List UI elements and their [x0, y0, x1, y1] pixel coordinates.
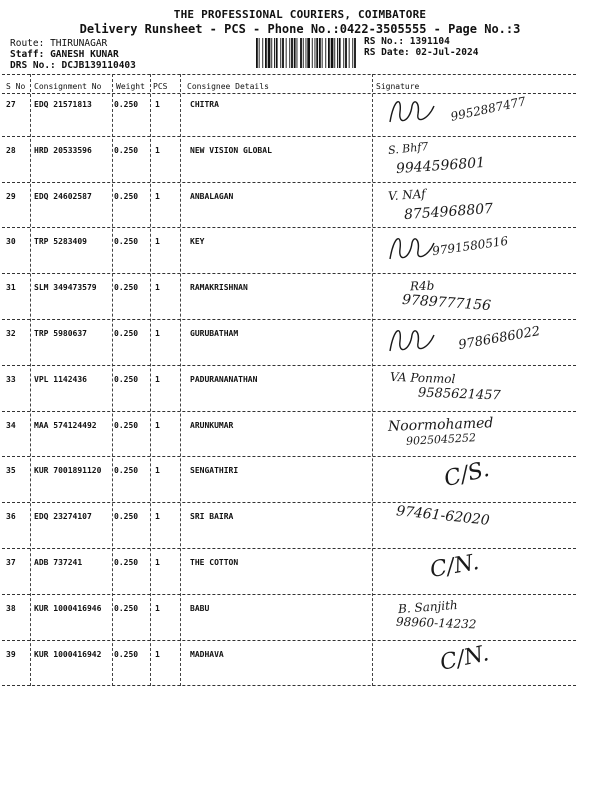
- row-separator: [2, 685, 576, 686]
- row-pcs: 1: [155, 603, 160, 613]
- signature-scribble: [384, 229, 444, 269]
- row-weight: 0.250: [114, 329, 139, 338]
- row-pcs: 1: [155, 100, 160, 109]
- signature-name: C/N.: [437, 640, 492, 676]
- route-line: [10, 38, 107, 49]
- row-weight: 0.250: [114, 603, 139, 613]
- barcode-bar: [303, 38, 304, 68]
- barcode-bar: [306, 38, 307, 68]
- row-consignee: SENGATHIRI: [190, 466, 239, 476]
- barcode-bar: [328, 38, 330, 68]
- barcode-bar: [289, 38, 290, 68]
- row-sno: 39: [6, 649, 16, 659]
- row-consignee: ANBALAGAN: [190, 191, 234, 201]
- row-consignee: CHITRA: [190, 100, 219, 109]
- signature-phone: 9025045252: [405, 430, 477, 448]
- row-pcs: 1: [155, 283, 160, 293]
- row-separator: [2, 319, 576, 320]
- barcode-bar: [322, 38, 323, 68]
- row-weight: 0.250: [114, 237, 139, 247]
- barcode-bar: [297, 38, 298, 68]
- row-pcs: 1: [155, 420, 160, 430]
- barcode-bar: [316, 38, 318, 68]
- column-header-consignment: Consignment No: [34, 82, 102, 91]
- row-sno: 27: [6, 100, 16, 109]
- barcode-bar: [286, 38, 287, 68]
- header-bottom-rule: [2, 93, 576, 94]
- row-weight: 0.250: [114, 420, 139, 430]
- barcode-bar: [307, 38, 310, 68]
- row-separator: [2, 548, 576, 549]
- row-sno: 34: [6, 420, 16, 430]
- row-consignee: ARUNKUMAR: [190, 420, 234, 430]
- barcode-image: [256, 38, 356, 68]
- row-pcs: 1: [155, 237, 160, 247]
- signature-phone: 9786686022: [457, 323, 542, 354]
- row-weight: 0.250: [114, 145, 139, 155]
- row-separator: [2, 227, 576, 228]
- signature-phone: 98960-14232: [395, 614, 477, 632]
- row-pcs: 1: [155, 466, 160, 476]
- signature-scribble: [384, 321, 444, 361]
- rs-date-value: 02-Jul-2024: [415, 47, 479, 58]
- barcode-bar: [256, 38, 258, 68]
- barcode-bar: [325, 38, 326, 68]
- row-consignee: SRI BAIRA: [190, 512, 234, 522]
- signature-name: 97461-62020: [395, 503, 491, 530]
- barcode-bar: [268, 38, 271, 68]
- company-title: THE PROFESSIONAL COURIERS, COIMBATORE: [173, 8, 427, 21]
- signature-phone: 9585621457: [417, 385, 501, 404]
- row-sno: 30: [6, 237, 16, 247]
- barcode-bar: [312, 38, 313, 68]
- staff-value: GANESH KUNAR: [50, 49, 119, 60]
- row-separator: [2, 182, 576, 183]
- signature-name: R4b: [409, 278, 435, 294]
- barcode-bar: [331, 38, 334, 68]
- table-top-rule: [2, 74, 576, 75]
- row-pcs: 1: [155, 145, 160, 155]
- barcode-bar: [354, 38, 356, 68]
- row-sno: 29: [6, 191, 16, 201]
- barcode-bar: [262, 38, 263, 68]
- row-weight: 0.250: [114, 649, 139, 659]
- rs-no-line: [364, 36, 450, 47]
- row-sno: 35: [6, 466, 16, 476]
- row-sno: 33: [6, 374, 16, 384]
- row-separator: [2, 456, 576, 457]
- row-weight: 0.250: [114, 558, 139, 567]
- row-consignment-no: SLM 349473579: [34, 283, 97, 293]
- route-label: Route:: [10, 38, 45, 49]
- barcode-bar: [300, 38, 302, 68]
- rs-date-line: [364, 47, 478, 58]
- row-sno: 28: [6, 145, 16, 155]
- runsheet-title: Delivery Runsheet - PCS - Phone No.:0422-3505555 - Page No.:3: [79, 22, 521, 36]
- row-pcs: 1: [155, 512, 160, 522]
- signature-phone: 9952887477: [449, 94, 527, 124]
- barcode-bar: [345, 38, 347, 68]
- row-pcs: 1: [155, 191, 160, 201]
- row-consignee: MADHAVA: [190, 649, 224, 659]
- barcode-bar: [337, 38, 338, 68]
- row-pcs: 1: [155, 329, 160, 338]
- row-weight: 0.250: [114, 466, 139, 476]
- row-separator: [2, 365, 576, 366]
- barcode-bar: [276, 38, 278, 68]
- barcode-bar: [339, 38, 341, 68]
- row-consignee: RAMAKRISHNAN: [190, 283, 248, 293]
- row-consignment-no: VPL 1142436: [34, 374, 87, 384]
- barcode-bar: [334, 38, 335, 68]
- barcode-bar: [319, 38, 321, 68]
- row-consignee: THE COTTON: [190, 558, 239, 567]
- signature-phone: 8754968807: [403, 200, 494, 223]
- drs-value: DCJB139110403: [61, 60, 136, 71]
- row-consignment-no: EDQ 24602587: [34, 191, 92, 201]
- row-sno: 37: [6, 558, 16, 567]
- rs-no-label: RS No.:: [364, 36, 405, 47]
- rs-no-value: 1391104: [409, 36, 450, 47]
- signature-phone: 9789777156: [401, 292, 492, 315]
- staff-line: [10, 49, 119, 60]
- row-separator: [2, 411, 576, 412]
- row-consignment-no: KUR 1000416946: [34, 603, 102, 613]
- row-consignment-no: EDQ 21571813: [34, 100, 92, 109]
- row-consignee: GURUBATHAM: [190, 329, 239, 338]
- row-consignment-no: KUR 7001891120: [34, 466, 102, 476]
- barcode-bar: [259, 38, 260, 68]
- signature-scribble: [384, 92, 444, 132]
- row-pcs: 1: [155, 374, 160, 384]
- row-separator: [2, 594, 576, 595]
- row-sno: 31: [6, 283, 16, 293]
- column-header-weight: Weight: [116, 82, 145, 91]
- barcode-bar: [352, 38, 353, 68]
- row-weight: 0.250: [114, 191, 139, 201]
- column-header-sno: S No: [6, 82, 26, 91]
- signature-name: VA Ponmol: [389, 369, 456, 386]
- row-consignee: NEW VISION GLOBAL: [190, 145, 272, 155]
- row-separator: [2, 502, 576, 503]
- drs-label: DRS No.:: [10, 60, 56, 71]
- row-weight: 0.250: [114, 100, 139, 109]
- barcode-bar: [291, 38, 293, 68]
- signature-name: C/N.: [428, 549, 481, 584]
- drs-line: [10, 60, 136, 71]
- row-consignment-no: TRP 5980637: [34, 329, 87, 338]
- signature-phone: 9944596801: [395, 154, 486, 177]
- row-separator: [2, 640, 576, 641]
- row-consignment-no: TRP 5283409: [34, 237, 87, 247]
- signature-name: V. NAf: [387, 186, 427, 203]
- row-sno: 32: [6, 329, 16, 338]
- barcode-bar: [315, 38, 316, 68]
- barcode-bar: [294, 38, 296, 68]
- row-weight: 0.250: [114, 283, 139, 293]
- route-value: THIRUNAGAR: [50, 38, 108, 49]
- row-pcs: 1: [155, 558, 160, 567]
- barcode-bar: [265, 38, 267, 68]
- column-header-signature: Signature: [376, 82, 420, 91]
- row-consignment-no: KUR 1000416942: [34, 649, 102, 659]
- row-consignee: BABU: [190, 603, 210, 613]
- barcode-bar: [349, 38, 350, 68]
- signature-name: Noormohamed: [387, 414, 494, 435]
- row-pcs: 1: [155, 649, 160, 659]
- rs-date-label: RS Date:: [364, 47, 410, 58]
- column-header-consignee: Consignee Details: [187, 82, 269, 91]
- row-consignment-no: ADB 737241: [34, 558, 83, 567]
- barcode-bar: [282, 38, 284, 68]
- signature-name: B. Sanjith: [397, 597, 459, 616]
- barcode-bar: [343, 38, 344, 68]
- signature-name: C/S.: [441, 457, 492, 493]
- row-consignment-no: HRD 20533596: [34, 145, 92, 155]
- barcode-bar: [271, 38, 272, 68]
- column-header-pcs: PCS: [153, 82, 168, 91]
- staff-label: Staff:: [10, 49, 45, 60]
- row-separator: [2, 136, 576, 137]
- signature-phone: 9791580516: [431, 234, 509, 259]
- barcode-bar: [274, 38, 275, 68]
- row-weight: 0.250: [114, 374, 139, 384]
- signature-name: S. Bhf7: [387, 139, 429, 157]
- row-sno: 36: [6, 512, 16, 522]
- row-sno: 38: [6, 603, 16, 613]
- row-consignment-no: EDQ 23274107: [34, 512, 92, 522]
- row-separator: [2, 273, 576, 274]
- row-consignee: KEY: [190, 237, 205, 247]
- row-consignment-no: MAA 574124492: [34, 420, 97, 430]
- row-weight: 0.250: [114, 512, 139, 522]
- row-consignee: PADURANANATHAN: [190, 374, 258, 384]
- barcode-bar: [280, 38, 281, 68]
